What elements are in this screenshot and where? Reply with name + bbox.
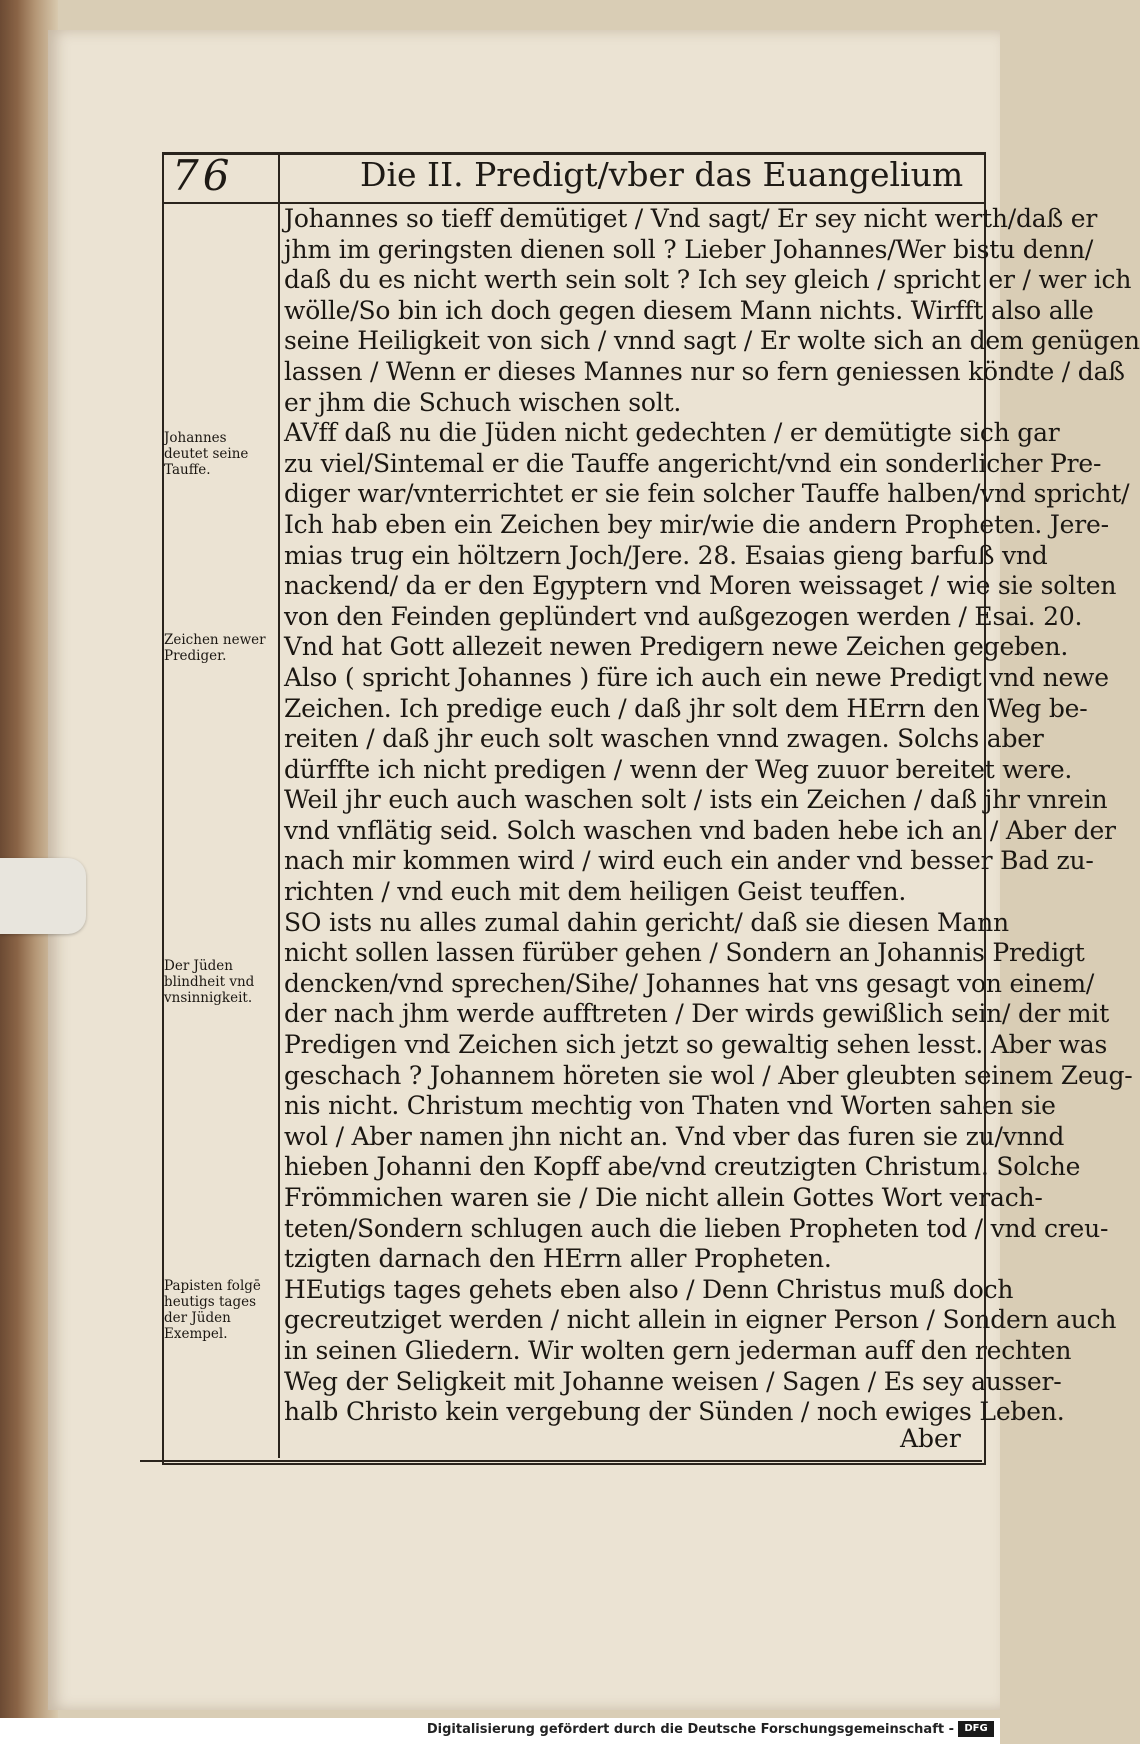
catchword: Aber [900, 1424, 961, 1453]
body-line: Also ( spricht Johannes ) füre ich auch ein newe Predigt vnd newe [284, 662, 1109, 692]
body-line: richten / vnd euch mit dem heiligen Geist teuffen. [284, 877, 907, 907]
margin-note [164, 958, 276, 1006]
body-line: von den Feinden geplündert vnd außgezogen werden / Esai. 20. [284, 601, 1083, 631]
bottom-rule [140, 1460, 982, 1462]
page-title: Die II. Predigt/vber das Euangelium [360, 155, 964, 194]
body-line: dencken/vnd sprechen/Sihe/ Johannes hat vns gesagt von einem/ [284, 968, 1095, 998]
body-line: Vnd hat Gott allezeit newen Predigern newe Zeichen gegeben. [284, 632, 1069, 662]
body-line: lassen / Wenn er dieses Mannes nur so fern geniessen köndte / daß [284, 356, 1125, 386]
margin-note-line: vnsinnigkeit. [164, 990, 253, 1006]
body-line: geschach ? Johannem höreten sie wol / Aber gleubten seinem Zeug- [284, 1060, 1133, 1090]
margin-note-line: heutigs tages [164, 1294, 257, 1310]
body-line: jhm im geringsten dienen soll ? Lieber Johannes/Wer bistu denn/ [284, 234, 1094, 264]
margin-note-line: der Jüden [164, 1310, 231, 1326]
body-line: diger war/vnterrichtet er sie fein solcher Tauffe halben/vnd spricht/ [284, 479, 1130, 509]
body-line: reiten / daß jhr euch solt waschen vnnd zwagen. Solchs aber [284, 724, 1044, 754]
bookmark-strip [0, 858, 86, 934]
body-line: er jhm die Schuch wischen solt. [284, 387, 682, 417]
body-line: der nach jhm werde aufftreten / Der wirds gewißlich sein/ der mit [284, 999, 1110, 1029]
body-line: nicht sollen lassen fürüber gehen / Sondern an Johannis Predigt [284, 938, 1085, 968]
body-line: vnd vnflätig seid. Solch waschen vnd baden hebe ich an / Aber der [284, 815, 1116, 845]
margin-note [164, 1278, 276, 1342]
margin-note [164, 430, 276, 478]
body-line: AVff daß nu die Jüden nicht gedechten / er demütigte sich gar [284, 418, 1060, 448]
body-line: Johannes so tieff demütiget / Vnd sagt/ Er sey nicht werth/daß er [284, 204, 1098, 233]
body-line: Weg der Seligkeit mit Johanne weisen / Sagen / Es sey ausser- [284, 1366, 1062, 1396]
body-line: nach mir kommen wird / wird euch ein ander vnd besser Bad zu- [284, 846, 1094, 876]
body-line: halb Christo kein vergebung der Sünden / noch ewiges Leben. [284, 1397, 1065, 1427]
body-line: dürffte ich nicht predigen / wenn der Weg zuuor bereitet were. [284, 754, 1073, 784]
margin-note-line: Exempel. [164, 1326, 228, 1342]
margin-note-line: Johannes [164, 430, 227, 446]
body-line: Weil jhr euch auch waschen solt / ists ein Zeichen / daß jhr vnrein [284, 785, 1108, 815]
footer-credit: Digitalisierung gefördert durch die Deutsche Forschungsgemeinschaft - [426, 1722, 954, 1737]
body-line: nis nicht. Christum mechtig von Thaten vnd Worten sahen sie [284, 1091, 1056, 1121]
margin-note-line: Tauffe. [164, 462, 211, 478]
body-line: mias trug ein höltzern Joch/Jere. 28. Esaias gieng barfuß vnd [284, 540, 1048, 570]
body-line: seine Heiligkeit von sich / vnnd sagt / Er wolte sich an dem genügen [284, 326, 1140, 356]
margin-rule [278, 154, 280, 1458]
body-line: zu viel/Sintemal er die Tauffe angericht/vnd ein sonderlicher Pre- [284, 448, 1102, 478]
margin-note-line: Zeichen newer [164, 632, 266, 648]
body-line: gecreutziget werden / nicht allein in eigner Person / Sondern auch [284, 1305, 1117, 1335]
margin-note-line: Papisten folgē [164, 1278, 261, 1294]
body-line: HEutigs tages gehets eben also / Denn Christus muß doch [284, 1274, 1014, 1304]
body-line: wol / Aber namen jhn nicht an. Vnd vber das furen sie zu/vnnd [284, 1121, 1065, 1151]
body-line: nackend/ da er den Egyptern vnd Moren weissaget / wie sie solten [284, 571, 1117, 601]
margin-note-line: Prediger. [164, 648, 227, 664]
body-line: SO ists nu alles zumal dahin gericht/ daß sie diesen Mann [284, 907, 1009, 937]
body-line: tzigten darnach den HErrn aller Propheten. [284, 1244, 832, 1274]
margin-note-line: Der Jüden [164, 958, 233, 974]
body-line: Ich hab eben ein Zeichen bey mir/wie die andern Propheten. Jere- [284, 509, 1109, 539]
margin-note [164, 632, 276, 664]
body-line: Frömmichen waren sie / Die nicht allein Gottes Wort verach- [284, 1183, 1043, 1212]
body-text [284, 204, 1140, 1428]
body-line: Predigen vnd Zeichen sich jetzt so gewaltig sehen lesst. Aber was [284, 1030, 1108, 1060]
body-line: daß du es nicht werth sein solt ? Ich sey gleich / spricht er / wer ich [284, 265, 1132, 295]
margin-note-line: deutet seine [164, 446, 249, 462]
body-line: teten/Sondern schlugen auch die lieben Propheten tod / vnd creu- [284, 1213, 1109, 1243]
body-line: hieben Johanni den Kopff abe/vnd creutzigten Christum. Solche [284, 1152, 1081, 1182]
dfg-logo: DFG [958, 1721, 994, 1737]
body-line: Zeichen. Ich predige euch / daß jhr solt dem HErrn den Weg be- [284, 693, 1088, 723]
body-line: in seinen Gliedern. Wir wolten gern jederman auff den rechten [284, 1335, 1072, 1365]
page-number: 76 [172, 151, 234, 200]
margin-note-line: blindheit vnd [164, 974, 255, 990]
body-line: wölle/So bin ich doch gegen diesem Mann nichts. Wirfft also alle [284, 295, 1094, 325]
